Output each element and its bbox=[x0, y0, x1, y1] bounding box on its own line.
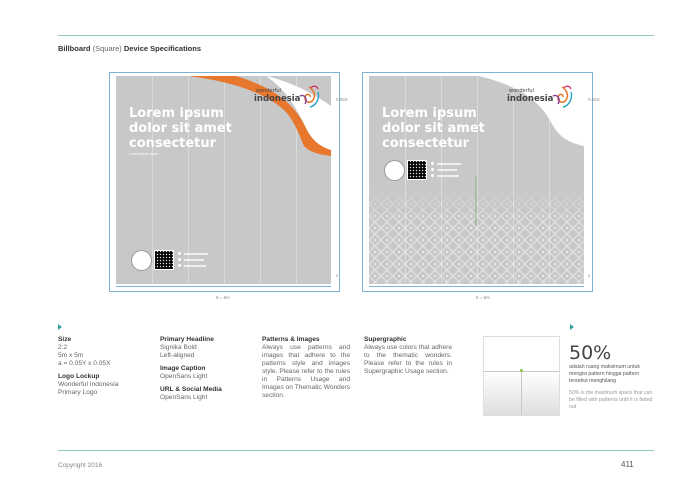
left-margin-label: 0.05X bbox=[336, 97, 348, 102]
marker-dot-icon bbox=[520, 369, 523, 372]
logo-label: Logo Lockup bbox=[58, 373, 100, 380]
url-line bbox=[437, 163, 461, 165]
logo-indonesia: indonesia bbox=[507, 94, 554, 104]
social-dot-icon bbox=[178, 258, 181, 261]
right-margin-label: 0.05X bbox=[588, 97, 600, 102]
patterns-text: Always use patterns and images that adhere to the patterns style and images style. Please refer to the rules in Patterns Usage and Images on Thematic Wonders section. bbox=[262, 344, 350, 399]
badge-icon bbox=[131, 250, 152, 271]
logo-wonderful: wonderful bbox=[256, 88, 281, 94]
badge-icon bbox=[384, 160, 405, 181]
caption-font: OpenSans Light bbox=[160, 373, 208, 380]
left-width-rule bbox=[116, 286, 331, 287]
right-margin-small: x bbox=[588, 273, 591, 278]
social-dot-icon bbox=[178, 264, 181, 267]
divider bbox=[521, 371, 522, 415]
url-label: URL & Social Media bbox=[160, 386, 222, 393]
size-dims: 5m x 5m bbox=[58, 352, 84, 359]
billboard-caption: Lorem ipsum dolor bbox=[129, 152, 158, 156]
headline-align: Left-aligned bbox=[160, 352, 195, 359]
size-margin: a = 0.05Y x 0.05X bbox=[58, 360, 111, 367]
social-dot-icon bbox=[178, 252, 181, 255]
size-ratio: 2:2 bbox=[58, 344, 68, 351]
url-line bbox=[437, 169, 457, 171]
qr-code-icon bbox=[407, 160, 427, 180]
spec-column-size bbox=[58, 336, 148, 397]
url-line bbox=[437, 175, 459, 177]
supergraphic-label: Supergraphic bbox=[364, 336, 407, 343]
logo-type: Primary Logo bbox=[58, 389, 98, 396]
right-width-rule bbox=[369, 286, 584, 287]
social-dot-icon bbox=[431, 162, 434, 165]
qr-code-icon bbox=[154, 250, 174, 270]
callout-percent: 50% bbox=[569, 342, 612, 364]
patterns-label: Patterns & Images bbox=[262, 336, 320, 343]
url-line bbox=[184, 259, 204, 261]
social-dot-icon bbox=[431, 168, 434, 171]
size-label: Size bbox=[58, 336, 72, 343]
billboard-left bbox=[116, 76, 331, 284]
caption-label: Image Caption bbox=[160, 365, 206, 372]
logo-name: Wonderful Indonesia bbox=[58, 381, 119, 388]
spec-column-headline bbox=[160, 336, 250, 402]
top-rule bbox=[58, 35, 654, 36]
pattern-fade-diagram bbox=[483, 336, 560, 416]
headline-label: Primary Headline bbox=[160, 336, 214, 343]
page-number: 411 bbox=[621, 460, 634, 469]
url-line bbox=[184, 253, 208, 255]
billboard-headline: Lorem ipsum dolor sit amet consectetur bbox=[129, 106, 232, 151]
spec-column-patterns bbox=[262, 336, 350, 400]
title-light: (Square) bbox=[92, 44, 122, 53]
section-marker-icon bbox=[58, 324, 62, 330]
headline-font: Signika Bold bbox=[160, 344, 197, 351]
logo-indonesia: indonesia bbox=[254, 94, 301, 104]
callout-indo-text: adalah ruang maksimum untuk mengisi pattern hingga pattern tersebut menghilang bbox=[569, 364, 640, 384]
left-margin-small: x bbox=[336, 273, 339, 278]
bottom-rule bbox=[58, 450, 654, 451]
supergraphic-text: Always use colors that adhere to the thematic wonders. Please refer to the rules in Supergraphic Usage section. bbox=[364, 344, 452, 375]
title-bold: Billboard bbox=[58, 44, 91, 53]
url-line bbox=[184, 265, 206, 267]
copyright: Copyright 2016 bbox=[58, 462, 103, 469]
right-width-label: 5 = 5m bbox=[476, 295, 490, 300]
logo-wonderful: wonderful bbox=[509, 88, 534, 94]
social-dot-icon bbox=[431, 174, 434, 177]
left-width-label: 5 = 5m bbox=[216, 295, 230, 300]
page-title bbox=[58, 44, 201, 53]
logo-mark-icon bbox=[296, 84, 322, 110]
billboard-headline: Lorem ipsum dolor sit amet consectetur bbox=[382, 106, 485, 151]
logo-mark-icon bbox=[549, 84, 575, 110]
title-rest: Device Specifications bbox=[123, 44, 202, 53]
callout-en-text: 50% is the maximum space that can be filled with patterns until it is faded out bbox=[569, 390, 653, 410]
billboard-right bbox=[369, 76, 584, 284]
url-font: OpenSans Light bbox=[160, 394, 208, 401]
spec-column-supergraphic bbox=[364, 336, 452, 376]
callout-marker-icon bbox=[570, 324, 574, 330]
